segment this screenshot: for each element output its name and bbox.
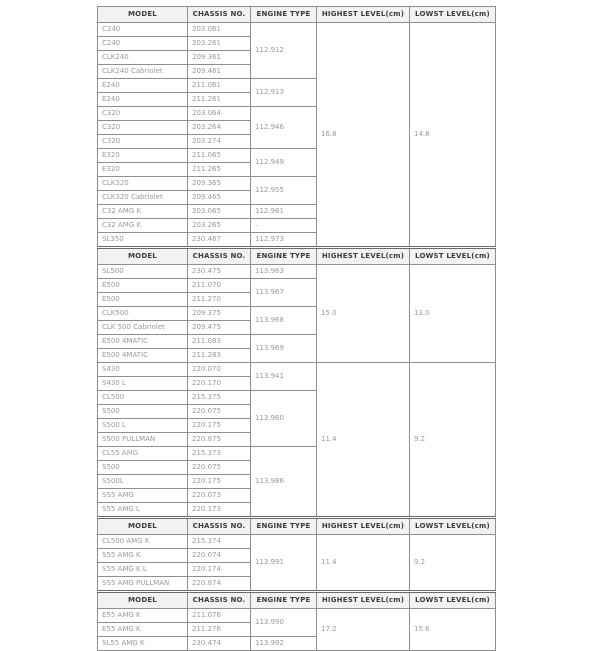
- lowest-level-cell: 9.2: [410, 363, 496, 518]
- engine-cell: 113.960: [251, 391, 317, 447]
- engine-cell: 113.963: [251, 265, 317, 279]
- chassis-cell: 203.064: [188, 107, 251, 121]
- column-header: ENGINE TYPE: [251, 7, 317, 23]
- engine-cell: 113.967: [251, 279, 317, 307]
- model-cell: C32 AMG K: [98, 205, 188, 219]
- model-cell: S55 AMG K L: [98, 563, 188, 577]
- model-cell: S500 L: [98, 419, 188, 433]
- chassis-cell: 203.274: [188, 135, 251, 149]
- model-cell: E500 4MATIC: [98, 349, 188, 363]
- column-header: CHASSIS NO.: [188, 518, 251, 535]
- lowest-level-cell: 13.0: [410, 265, 496, 363]
- model-cell: S500: [98, 405, 188, 419]
- model-cell: CL500 AMG K: [98, 535, 188, 549]
- header-row: [98, 518, 496, 535]
- chassis-cell: 203.264: [188, 121, 251, 135]
- spec-table-body: [98, 7, 496, 651]
- model-cell: C320: [98, 121, 188, 135]
- column-header: MODEL: [98, 518, 188, 535]
- engine-cell: 113.941: [251, 363, 317, 391]
- chassis-cell: 209.361: [188, 51, 251, 65]
- model-cell: C320: [98, 135, 188, 149]
- engine-cell: 112.913: [251, 79, 317, 107]
- model-cell: S430 L: [98, 377, 188, 391]
- chassis-cell: 203.265: [188, 219, 251, 233]
- model-cell: E55 AMG K: [98, 623, 188, 637]
- column-header: CHASSIS NO.: [188, 248, 251, 265]
- engine-cell: 113.986: [251, 447, 317, 518]
- model-cell: C240: [98, 23, 188, 37]
- chassis-cell: 209.465: [188, 191, 251, 205]
- engine-cell: 112.912: [251, 23, 317, 79]
- chassis-cell: 220.174: [188, 563, 251, 577]
- chassis-cell: 209.375: [188, 307, 251, 321]
- chassis-cell: 211.261: [188, 93, 251, 107]
- column-header: MODEL: [98, 7, 188, 23]
- model-cell: E320: [98, 163, 188, 177]
- column-header: LOWST LEVEL(cm): [410, 7, 496, 23]
- chassis-cell: 215.375: [188, 391, 251, 405]
- model-cell: C32 AMG K: [98, 219, 188, 233]
- column-header: CHASSIS NO.: [188, 592, 251, 609]
- chassis-cell: 211.070: [188, 279, 251, 293]
- chassis-cell: 211.065: [188, 149, 251, 163]
- header-row: [98, 248, 496, 265]
- chassis-cell: 209.365: [188, 177, 251, 191]
- chassis-cell: 203.065: [188, 205, 251, 219]
- chassis-cell: 230.474: [188, 637, 251, 651]
- table-row: [98, 609, 496, 623]
- model-cell: E320: [98, 149, 188, 163]
- header-row: [98, 592, 496, 609]
- model-cell: S55 AMG PULLMAN: [98, 577, 188, 592]
- chassis-cell: 220.874: [188, 577, 251, 592]
- model-cell: SL350: [98, 233, 188, 248]
- engine-cell: 113.968: [251, 307, 317, 335]
- chassis-cell: 203.061: [188, 23, 251, 37]
- spec-table: [97, 6, 496, 651]
- column-header: LOWST LEVEL(cm): [410, 248, 496, 265]
- chassis-cell: 220.070: [188, 363, 251, 377]
- model-cell: SL55 AMG K: [98, 637, 188, 651]
- engine-cell: 113.969: [251, 335, 317, 363]
- lowest-level-cell: 14.8: [410, 23, 496, 248]
- highest-level-cell: 11.4: [317, 363, 410, 518]
- model-cell: SL500: [98, 265, 188, 279]
- column-header: CHASSIS NO.: [188, 7, 251, 23]
- model-cell: E240: [98, 93, 188, 107]
- column-header: MODEL: [98, 592, 188, 609]
- model-cell: E500 4MATIC: [98, 335, 188, 349]
- column-header: ENGINE TYPE: [251, 248, 317, 265]
- highest-level-cell: 16.8: [317, 23, 410, 248]
- model-cell: CLK320 Cabriolet: [98, 191, 188, 205]
- model-cell: CLK240 Cabriolet: [98, 65, 188, 79]
- chassis-cell: 215.373: [188, 447, 251, 461]
- highest-level-cell: 15.0: [317, 265, 410, 363]
- chassis-cell: 220.075: [188, 405, 251, 419]
- table-row: [98, 363, 496, 377]
- chassis-cell: 220.875: [188, 433, 251, 447]
- table-row: [98, 23, 496, 37]
- engine-cell: 113.991: [251, 535, 317, 592]
- model-cell: S500: [98, 461, 188, 475]
- model-cell: S55 AMG L: [98, 503, 188, 518]
- engine-cell: 112.946: [251, 107, 317, 149]
- column-header: ENGINE TYPE: [251, 592, 317, 609]
- column-header: LOWST LEVEL(cm): [410, 518, 496, 535]
- highest-level-cell: 11.4: [317, 535, 410, 592]
- model-cell: S430: [98, 363, 188, 377]
- chassis-cell: 211.276: [188, 623, 251, 637]
- model-cell: E500: [98, 293, 188, 307]
- model-cell: CLK320: [98, 177, 188, 191]
- column-header: HIGHEST LEVEL(cm): [317, 248, 410, 265]
- chassis-cell: 211.076: [188, 609, 251, 623]
- model-cell: E55 AMG K: [98, 609, 188, 623]
- engine-cell: 112.949: [251, 149, 317, 177]
- chassis-cell: 230.475: [188, 265, 251, 279]
- model-cell: CL500: [98, 391, 188, 405]
- column-header: ENGINE TYPE: [251, 518, 317, 535]
- chassis-cell: 211.265: [188, 163, 251, 177]
- chassis-cell: 211.061: [188, 79, 251, 93]
- column-header: HIGHEST LEVEL(cm): [317, 7, 410, 23]
- lowest-level-cell: 9.2: [410, 535, 496, 592]
- model-cell: S55 AMG: [98, 489, 188, 503]
- model-cell: S500L: [98, 475, 188, 489]
- chassis-cell: 220.175: [188, 419, 251, 433]
- column-header: LOWST LEVEL(cm): [410, 592, 496, 609]
- chassis-cell: 209.475: [188, 321, 251, 335]
- model-cell: S500 PULLMAN: [98, 433, 188, 447]
- chassis-cell: 211.270: [188, 293, 251, 307]
- model-cell: S55 AMG K: [98, 549, 188, 563]
- lowest-level-cell: 15.6: [410, 609, 496, 651]
- chassis-cell: 209.461: [188, 65, 251, 79]
- engine-cell: 113.992: [251, 637, 317, 651]
- chassis-cell: 203.261: [188, 37, 251, 51]
- chassis-cell: 230.467: [188, 233, 251, 248]
- model-cell: E240: [98, 79, 188, 93]
- model-cell: CL55 AMG: [98, 447, 188, 461]
- chassis-cell: 220.075: [188, 461, 251, 475]
- chassis-cell: 220.175: [188, 475, 251, 489]
- model-cell: C240: [98, 37, 188, 51]
- engine-cell: 112.961: [251, 205, 317, 219]
- model-cell: C320: [98, 107, 188, 121]
- highest-level-cell: 17.2: [317, 609, 410, 651]
- chassis-cell: 211.283: [188, 349, 251, 363]
- engine-cell: 113.990: [251, 609, 317, 637]
- chassis-cell: 215.374: [188, 535, 251, 549]
- engine-cell: –: [251, 219, 317, 233]
- model-cell: CLK 500 Cabriolet: [98, 321, 188, 335]
- table-row: [98, 265, 496, 279]
- column-header: HIGHEST LEVEL(cm): [317, 592, 410, 609]
- chassis-cell: 220.074: [188, 549, 251, 563]
- model-cell: CLK240: [98, 51, 188, 65]
- chassis-cell: 220.170: [188, 377, 251, 391]
- column-header: MODEL: [98, 248, 188, 265]
- engine-cell: 112.973: [251, 233, 317, 248]
- model-cell: CLK500: [98, 307, 188, 321]
- header-row: [98, 7, 496, 23]
- chassis-cell: 220.073: [188, 489, 251, 503]
- chassis-cell: 220.173: [188, 503, 251, 518]
- table-row: [98, 535, 496, 549]
- column-header: HIGHEST LEVEL(cm): [317, 518, 410, 535]
- chassis-cell: 211.083: [188, 335, 251, 349]
- engine-cell: 112.955: [251, 177, 317, 205]
- model-cell: E500: [98, 279, 188, 293]
